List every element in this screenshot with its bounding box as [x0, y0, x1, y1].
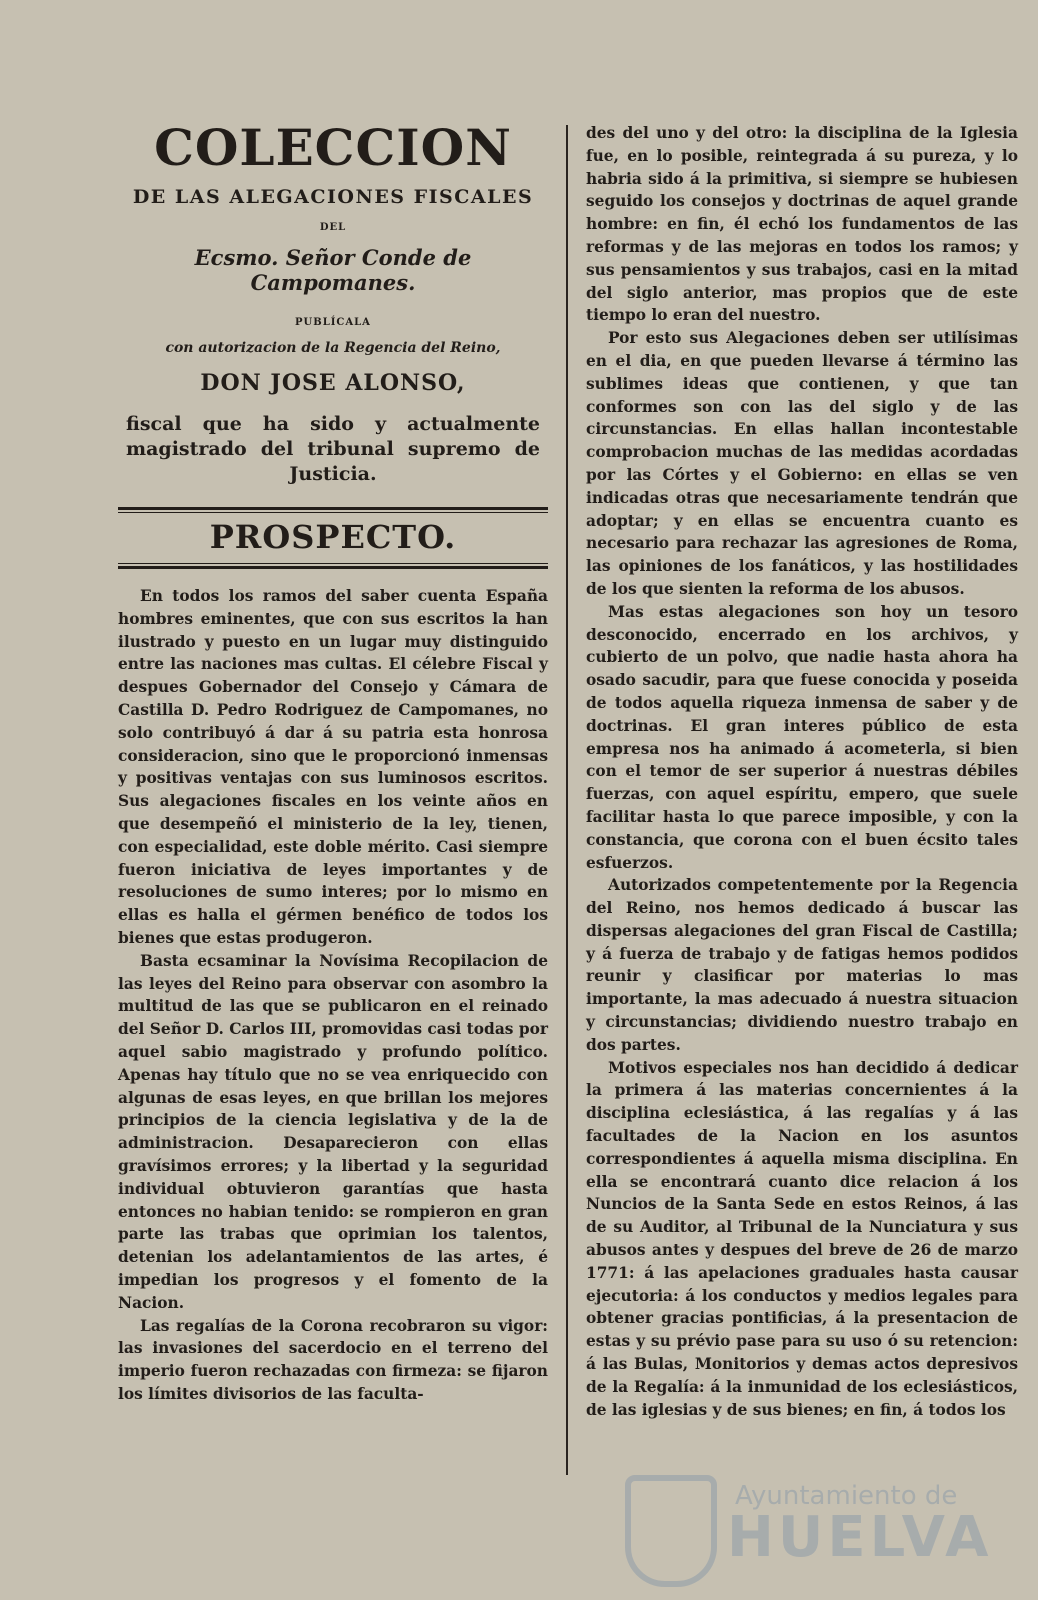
rule-bottom-thick [118, 566, 548, 569]
paragraph: En todos los ramos del saber cuenta España hombres eminentes, que con sus escritos la han ilustrado y puesto en un lugar muy distinguido entre las naciones mas cultas. El célebre Fiscal y despues Gobernador del Consejo y Cámara de Castilla D. Pedro Rodriguez de Campomanes, no solo contribuyó á dar á su patria esta honrosa consideracion, sino que le proporcionó inmensas y positivas ventajas con sus luminosos escritos. Sus alegaciones fiscales en los veinte años en que desempeñó el ministerio de la ley, tienen, con especialidad, este doble mérito. Casi siempre fueron iniciativa de leyes importantes y de resoluciones de sumo interes; por lo mismo en ellas es halla el gérmen benéfico de todos los bienes que estas produgeron. [118, 587, 548, 947]
main-title: COLECCION [154, 118, 512, 177]
column-divider [566, 125, 568, 1475]
watermark-line1: Ayuntamiento de [735, 1481, 958, 1511]
rule-bottom-thin [118, 563, 548, 564]
watermark-line2: HUELVA [727, 1505, 993, 1570]
paragraph: des del uno y del otro: la disciplina de la Iglesia fue, en lo posible, reintegrada á su pureza, y lo habria sido á la primitiva, si siempre se hubiesen seguido los consejos y doctrinas de aquel grande hombre: en fin, él echó los fundamentos de las reformas y de las mejoras en todos los ramos; y sus pensamientos y sus trabajos, casi en la mitad del siglo anterior, mas propios que de este tiempo lo eran del nuestro. [586, 124, 1018, 325]
authorization-line: con autorizacion de la Regencia del Reino, [165, 340, 501, 356]
paragraph: Motivos especiales nos han decidido á dedicar la primera á las materias concernientes á la disciplina eclesiástica, á las regalías y á las facultades de la Nacion en los asuntos correspondientes á aquella misma disciplina. En ella se encontrará cuanto dice relacion á los Nuncios de la Santa Sede en estos Reinos, á las de su Auditor, al Tribunal de la Nunciatura y sus abusos antes y despues del breve de 26 de marzo 1771: á las apelaciones graduales hasta causar ejecutoria: á los conductos y medios legales para obtener gracias pontificias, á la presentacion de estas y su prévio pase para su uso ó su retencion: á las Bulas, Monitorios y demas actos depresivos de la Regalía: á la inmunidad de los eclesiásticos, de las iglesias y de sus bienes; en fin, á todos los [586, 1058, 1018, 1419]
paragraph: Mas estas alegaciones son hoy un tesoro desconocido, encerrado en los archivos, y cubierto de un polvo, que nadie hasta ahora ha osado sacudir, para que fuese conocida y poseida de todos aquella riqueza inmensa de saber y de doctrinas. El gran interes público de esta empresa nos ha animado á acometerla, si bien con el temor de ser superior á nuestras débiles fuerzas, con aquel espíritu, empero, que suele facilitar hasta lo que parece imposible, y con la constancia, que corona con el buen écsito tales esfuerzos. [586, 602, 1018, 872]
section-title: PROSPECTO. [209, 518, 457, 556]
del-label: DEL [319, 222, 347, 233]
archive-watermark [615, 1475, 1015, 1585]
left-column [118, 118, 548, 1406]
paragraph: Las regalías de la Corona recobraron su vigor: las invasiones del sacerdocio en el terreno del imperio fueron rechazadas con firmeza: se fijaron los límites divisorios de las faculta- [118, 1316, 548, 1403]
paragraph: Basta ecsaminar la Novísima Recopilacion de las leyes del Reino para observar con asombro la multitud de las que se publicaron en el reinado del Señor D. Carlos III, promovidas casi todas por aquel sabio magistrado y profundo político. Apenas hay título que no se vea enriquecido con algunas de esas leyes, en que brillan los mejores principios de la ciencia legislativa y de la de administracion. Desaparecieron con ellas gravísimos errores; y la libertad y la seguridad individual obtuvieron garantías que hasta entonces no habian tenido: se rompieron en gran parte las trabas que oprimian los talentos, detenian los adelantamientos de las artes, é impedian los progresos y el fomento de la Nacion. [118, 951, 548, 1312]
editor-role: fiscal que ha sido y actualmente magistrado del tribunal supremo de Justicia. [126, 413, 540, 485]
right-column [586, 122, 1018, 1421]
rule-top-thin [118, 512, 548, 513]
rule-top-thick [118, 507, 548, 510]
paragraph: Autorizados competentemente por la Regencia del Reino, nos hemos dedicado á buscar las dispersas alegaciones del gran Fiscal de Castilla; y á fuerza de trabajo y de fatigas hemos podidos reunir y clasificar por materias lo mas importante, la mas adecuado á nuestra situacion y circunstancias; dividiendo nuestro trabajo en dos partes. [586, 876, 1018, 1054]
shield-icon [625, 1475, 717, 1587]
publicala-label: PUBLÍCALA [295, 317, 371, 328]
editor-name: DON JOSE ALONSO, [200, 370, 466, 396]
paragraph: Por esto sus Alegaciones deben ser utilísimas en el dia, en que pueden llevarse á término las sublimes ideas que contienen, y que tan conformes son con las del siglo y de las circunstancias. En ellas hallan incontestable comprobacion muchas de las medidas acordadas por las Córtes y el Gobierno: en ellas se ven indicadas otras que necesariamente tendrán que adoptar; y en ellas se encuentra cuanto es necesario para rechazar las agresiones de Roma, las opiniones de los fanáticos, y las hostilidades de los que sienten la reforma de los abusos. [586, 329, 1018, 598]
author-name: Ecsmo. Señor Conde de Campomanes. [194, 245, 472, 295]
subtitle: DE LAS ALEGACIONES FISCALES [132, 186, 534, 208]
